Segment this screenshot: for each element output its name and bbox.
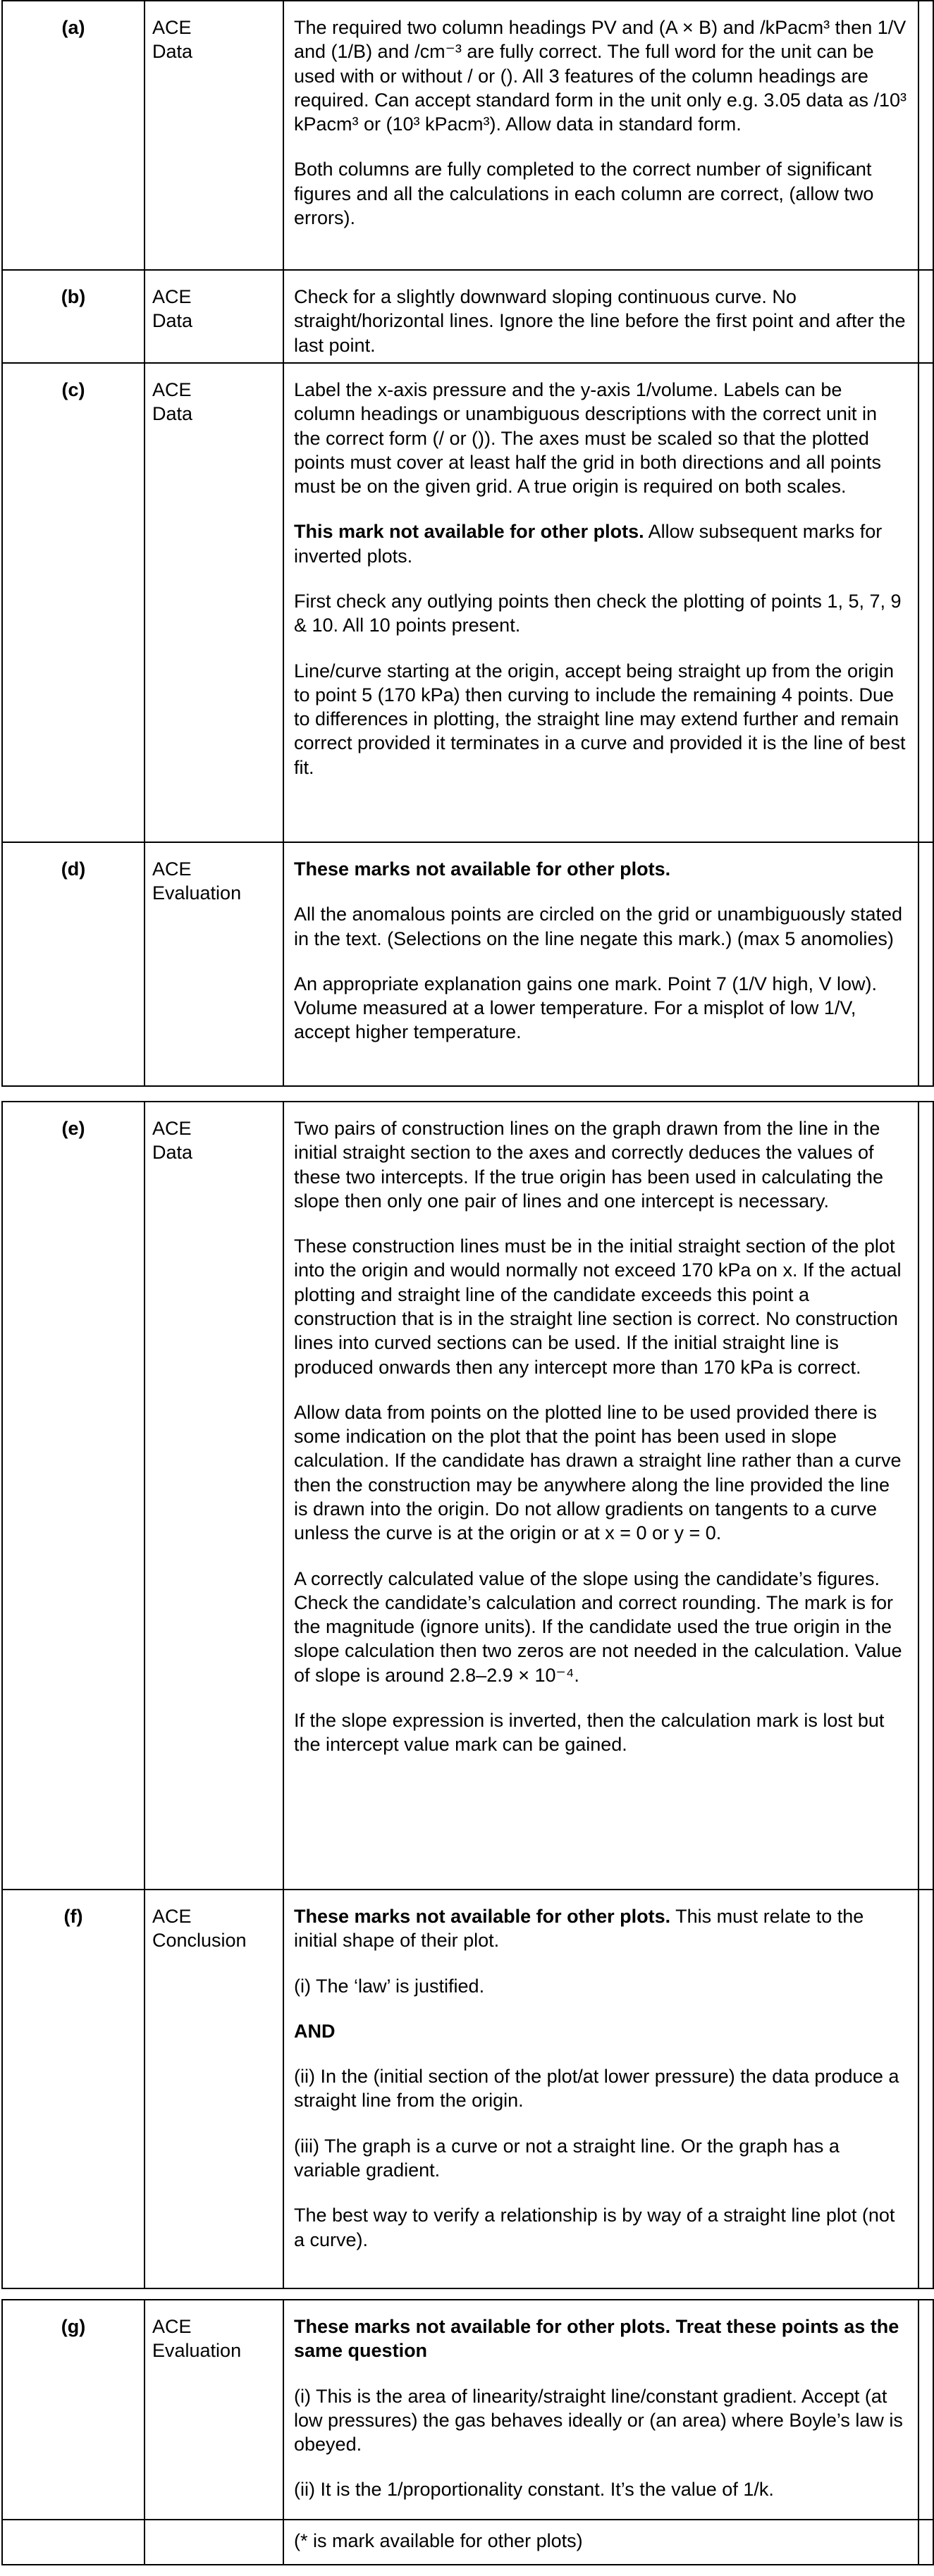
- table-row-footnote: [1, 2520, 934, 2565]
- guidance-paragraph: Label the x-axis pressure and the y-axis 1/volume. Labels can be column headings or unambiguous descriptions with the correct unit in the correct form (/ or ()). The axes must be scaled so that the plotted points must cover at least half the grid in both directions and all points must be on the given grid. A true origin is required on both scales.: [294, 379, 881, 498]
- guidance-paragraph: Line/curve starting at the origin, accept being straight up from the origin to point 5 (170 kPa) then curving to include the remaining 4 points. Due to differences in plotting, the straight line may extend further and remain correct provided it terminates in a curve and provided it is the line of best fit.: [294, 660, 906, 778]
- skill-type: Conclusion: [152, 1930, 247, 1952]
- skill-cell: [144, 364, 283, 842]
- guidance-cell: [283, 1890, 919, 2288]
- skill-category: ACE: [152, 286, 192, 307]
- guidance-paragraph: First check any outlying points then check the plotting of points 1, 5, 7, 9 & 10. All 10 points present.: [294, 590, 902, 636]
- skill-cell: [144, 1, 283, 269]
- question-part-cell: (g): [1, 2300, 144, 2519]
- skill-type: Data: [152, 403, 193, 425]
- guidance-paragraph: An appropriate explanation gains one mark. Point 7 (1/V high, V low). Volume measured at a lower temperature. For a misplot of low 1/V, accept higher temperature.: [294, 973, 877, 1043]
- skill-category: ACE: [152, 858, 192, 880]
- skill-cell: [144, 2300, 283, 2519]
- skill-type: Data: [152, 1142, 193, 1164]
- skill-cell: [144, 843, 283, 1085]
- guidance-cell: [283, 843, 919, 1085]
- mark-scheme-table-3: [1, 2299, 934, 2565]
- question-part-cell: [1, 2520, 144, 2564]
- guidance-bold-paragraph: AND: [294, 2020, 336, 2042]
- guidance-paragraph: A correctly calculated value of the slope using the candidate’s figures. Check the candidate’s calculation and correct rounding. The mark is for the magnitude (ignore units). If the candidate used the true origin in the slope calculation then two zeros are not needed in the calculation. Value of slope is around 2.8–2.9 × 10⁻⁴.: [294, 1567, 902, 1686]
- guidance-paragraph: (i) The ‘law’ is justified.: [294, 1975, 485, 1997]
- guidance-paragraph: These construction lines must be in the initial straight section of the plot into the origin and would normally not exceed 170 kPa on x. If the actual plotting and straight line of the candidate exceeds this point a construction that is in the straight line section is correct. No construction lines into curved sections can be used. If the initial straight line is produced onwards then any intercept more than 170 kPa is correct.: [294, 1235, 902, 1378]
- guidance-paragraph: (ii) In the (initial section of the plot/at lower pressure) the data produce a straight line from the origin.: [294, 2066, 899, 2112]
- guidance-paragraph: If the slope expression is inverted, then the calculation mark is lost but the intercept value mark can be gained.: [294, 1709, 885, 1756]
- question-part-cell: (c): [1, 364, 144, 842]
- guidance-paragraph: All the anomalous points are circled on the grid or unambiguously stated in the text. (Selections on the line negate this mark.) (max 5 anomolies): [294, 904, 902, 949]
- skill-cell: [144, 1102, 283, 1889]
- guidance-paragraph: (iii) The graph is a curve or not a straight line. Or the graph has a variable gradient.: [294, 2135, 840, 2181]
- guidance-paragraph: The required two column headings PV and (A × B) and /kPacm³ then 1/V and (1/B) and /cm⁻³ are fully correct. The full word for the unit can be used with or without / or (). All 3 features of the column headings are required. Can accept standard form in the unit only e.g. 3.05 data as /10³ kPacm³ or (10³ kPacm³). Allow data in standard form.: [294, 17, 907, 135]
- skill-category: ACE: [152, 1906, 192, 1927]
- bold-lead: This mark not available for other plots.: [294, 521, 644, 543]
- table-row-f: [1, 1890, 934, 2289]
- question-part-cell: (a): [1, 1, 144, 269]
- guidance-bold-paragraph: These marks not available for other plots. Treat these points as the same question: [294, 2316, 899, 2362]
- skill-category: ACE: [152, 379, 192, 400]
- guidance-cell: [283, 2520, 919, 2564]
- guidance-paragraph: [294, 519, 908, 568]
- lead-continuation: This must relate to the initial shape of their plot.: [294, 1906, 864, 1952]
- mark-scheme-table-2: [1, 1101, 934, 2289]
- skill-category: ACE: [152, 1118, 192, 1139]
- table-row-b: [1, 271, 934, 364]
- guidance-cell: [283, 271, 919, 362]
- guidance-paragraph: [294, 1904, 908, 1953]
- guidance-paragraph: Check for a slightly downward sloping continuous curve. No straight/horizontal lines. Ignore the line before the first point and after the last point.: [294, 286, 906, 356]
- question-part-cell: (f): [1, 1890, 144, 2288]
- table-row-g: [1, 2300, 934, 2520]
- guidance-cell: [283, 2300, 919, 2519]
- footnote-text: (* is mark available for other plots): [294, 2530, 583, 2551]
- table-row-e: [1, 1102, 934, 1890]
- mark-scheme-table-1: [1, 0, 934, 1087]
- skill-cell: [144, 2520, 283, 2564]
- question-part-cell: (b): [1, 271, 144, 362]
- skill-category: ACE: [152, 17, 192, 38]
- skill-type: Data: [152, 310, 193, 332]
- guidance-paragraph: The best way to verify a relationship is by way of a straight line plot (not a curve).: [294, 2205, 895, 2250]
- skill-type: Evaluation: [152, 882, 242, 904]
- guidance-paragraph: (i) This is the area of linearity/straight line/constant gradient. Accept (at low pressures) the gas behaves ideally or (an area) where Boyle’s law is obeyed.: [294, 2385, 903, 2455]
- table-row-a: [1, 1, 934, 271]
- guidance-paragraph: Two pairs of construction lines on the graph drawn from the line in the initial straight section to the axes and correctly deduces the values of these two intercepts. If the true origin has been used in calculating the slope then only one pair of lines and one intercept is necessary.: [294, 1118, 884, 1212]
- lead-continuation: Allow subsequent marks for inverted plots.: [294, 521, 883, 567]
- guidance-cell: [283, 1102, 919, 1889]
- table-row-d: [1, 843, 934, 1087]
- skill-type: Data: [152, 41, 193, 63]
- guidance-paragraph: Allow data from points on the plotted line to be used provided there is some indication on the plot that the point has been used in slope calculation. If the candidate has drawn a straight line rather than a curve then the construction may be anywhere along the line provided the line is drawn into the origin. Do not allow gradients on tangents to a curve unless the curve is at the origin or at x = 0 or y = 0.: [294, 1401, 902, 1544]
- skill-category: ACE: [152, 2316, 192, 2337]
- guidance-cell: [283, 364, 919, 842]
- guidance-paragraph: Both columns are fully completed to the correct number of significant figures and all the calculations in each column are correct, (allow two errors).: [294, 159, 874, 228]
- skill-type: Evaluation: [152, 2340, 242, 2362]
- guidance-cell: [283, 1, 919, 269]
- skill-cell: [144, 1890, 283, 2288]
- question-part-cell: (e): [1, 1102, 144, 1889]
- guidance-paragraph: (ii) It is the 1/proportionality constant. It’s the value of 1/k.: [294, 2479, 774, 2501]
- bold-lead: These marks not available for other plots.: [294, 1906, 671, 1927]
- table-row-c: [1, 364, 934, 843]
- skill-cell: [144, 271, 283, 362]
- guidance-bold-paragraph: These marks not available for other plots.: [294, 858, 671, 880]
- question-part-cell: (d): [1, 843, 144, 1085]
